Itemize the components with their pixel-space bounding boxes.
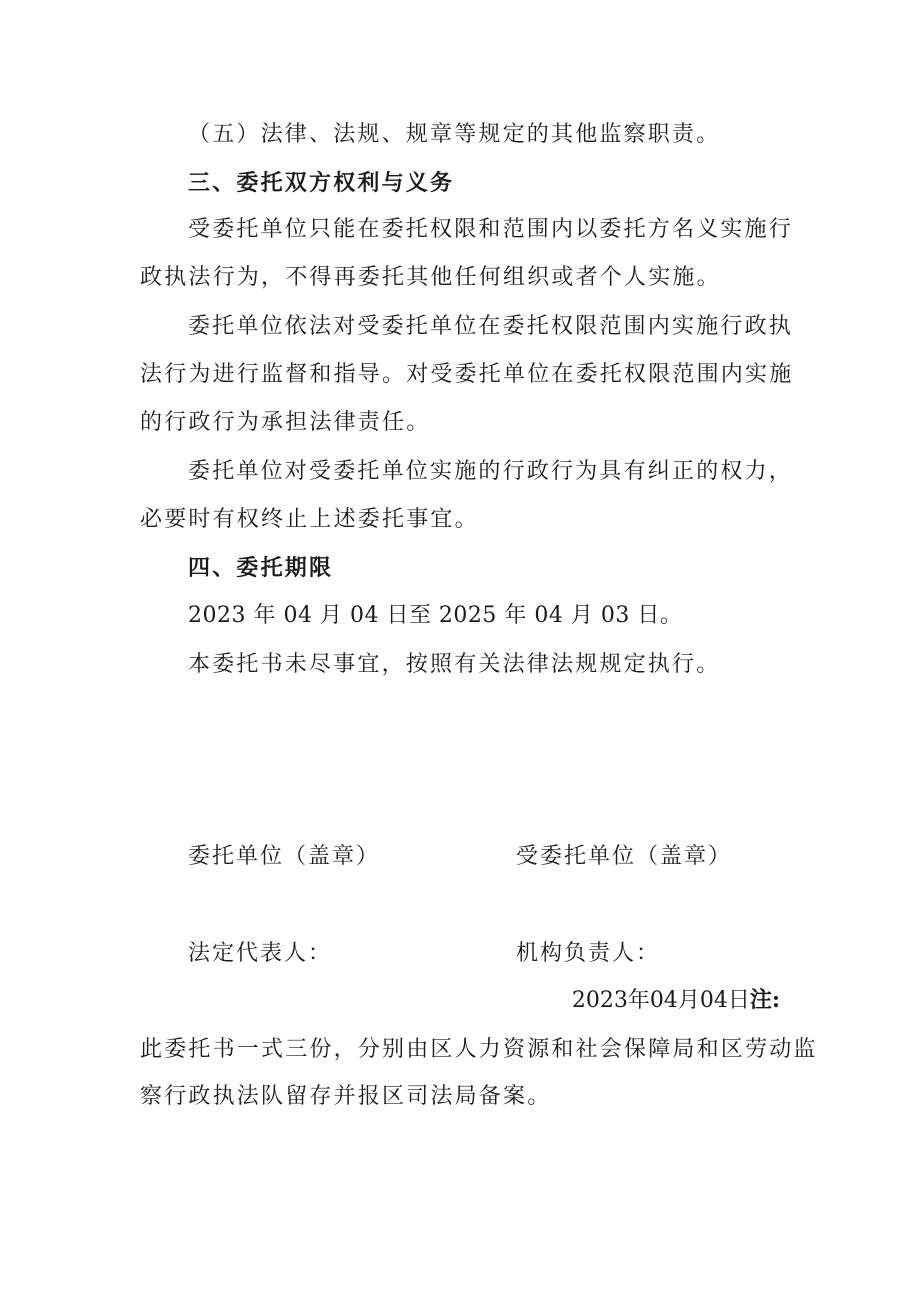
paragraph-1-line-1: 受委托单位只能在委托权限和范围内以委托方名义实施行 bbox=[188, 217, 794, 242]
section-4-heading: 四、委托期限 bbox=[188, 555, 334, 581]
paragraph-3-line-2: 必要时有权终止上述委托事宜。 bbox=[140, 507, 479, 532]
signature-left-unit: 委托单位（盖章） bbox=[188, 844, 381, 869]
note-line-2: 察行政执法队留存并报区司法局备案。 bbox=[140, 1084, 552, 1109]
signature-right-unit: 受委托单位（盖章） bbox=[516, 844, 733, 869]
closing-statement: 本委托书未尽事宜，按照有关法律法规规定执行。 bbox=[188, 652, 721, 677]
paragraph-1-line-2: 政执法行为，不得再委托其他任何组织或者个人实施。 bbox=[140, 265, 721, 290]
note-label: 注: bbox=[749, 987, 780, 1013]
signature-right-representative: 机构负责人： bbox=[516, 941, 661, 966]
signing-date: 2023年04月04日 bbox=[571, 988, 750, 1013]
item-5-text: （五）法律、法规、规章等规定的其他监察职责。 bbox=[188, 122, 721, 147]
paragraph-3-line-1: 委托单位对受委托单位实施的行政行为具有纠正的权力， bbox=[188, 459, 794, 484]
signature-left-representative: 法定代表人： bbox=[188, 941, 333, 966]
section-3-heading: 三、委托双方权利与义务 bbox=[188, 170, 455, 196]
paragraph-2-line-2: 法行为进行监督和指导。对受委托单位在委托权限范围内实施 bbox=[140, 362, 794, 387]
note-line-1: 此委托书一式三份，分别由区人力资源和社会保障局和区劳动监 bbox=[140, 1037, 818, 1062]
term-dates: 2023 年 04 月 04 日至 2025 年 04 月 03 日。 bbox=[188, 603, 683, 628]
paragraph-2-line-1: 委托单位依法对受委托单位在委托权限范围内实施行政执 bbox=[188, 314, 794, 339]
signing-date-row bbox=[572, 985, 780, 1016]
paragraph-2-line-3: 的行政行为承担法律责任。 bbox=[140, 410, 431, 435]
